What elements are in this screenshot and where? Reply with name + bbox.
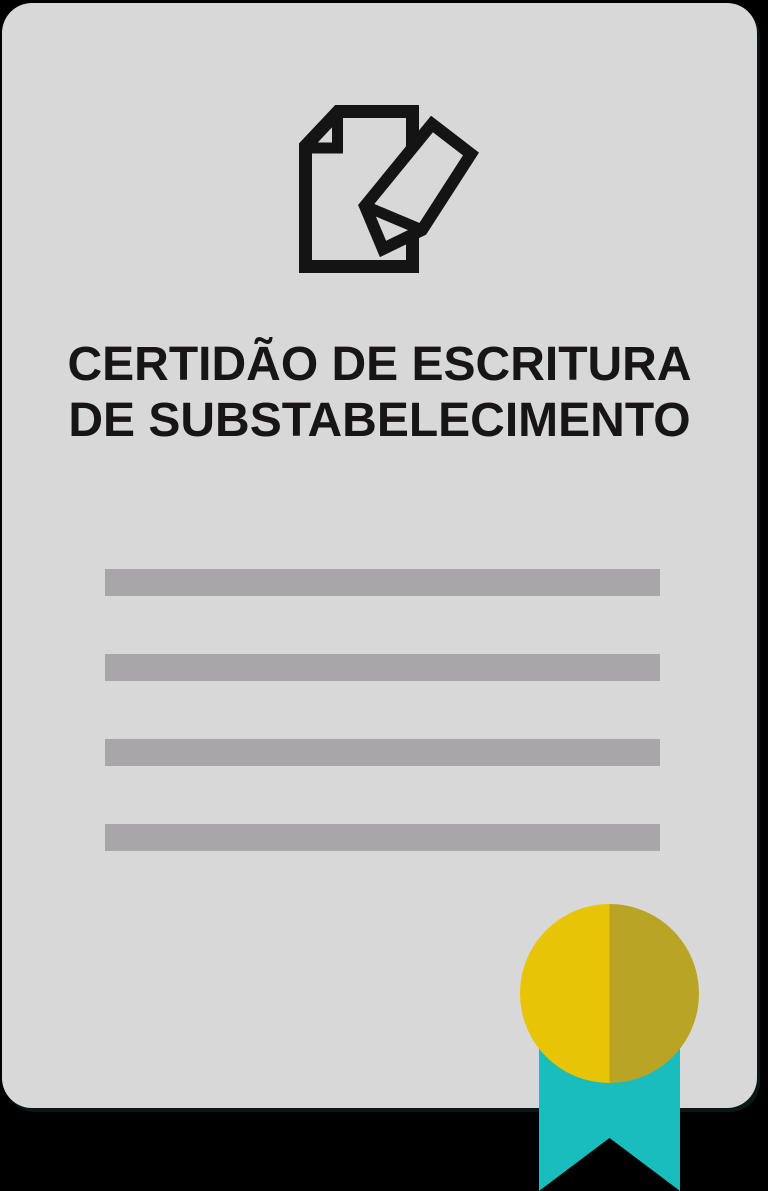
placeholder-lines (105, 569, 660, 851)
certificate-title (2, 337, 757, 449)
placeholder-line (105, 739, 660, 766)
seal-medal (520, 904, 699, 1083)
placeholder-line (105, 654, 660, 681)
title-line-1: CERTIDÃO DE ESCRITURA (67, 338, 692, 391)
placeholder-line (105, 824, 660, 851)
placeholder-line (105, 569, 660, 596)
document-edit-icon (295, 99, 479, 279)
title-line-2: DE SUBSTABELECIMENTO (68, 394, 691, 447)
